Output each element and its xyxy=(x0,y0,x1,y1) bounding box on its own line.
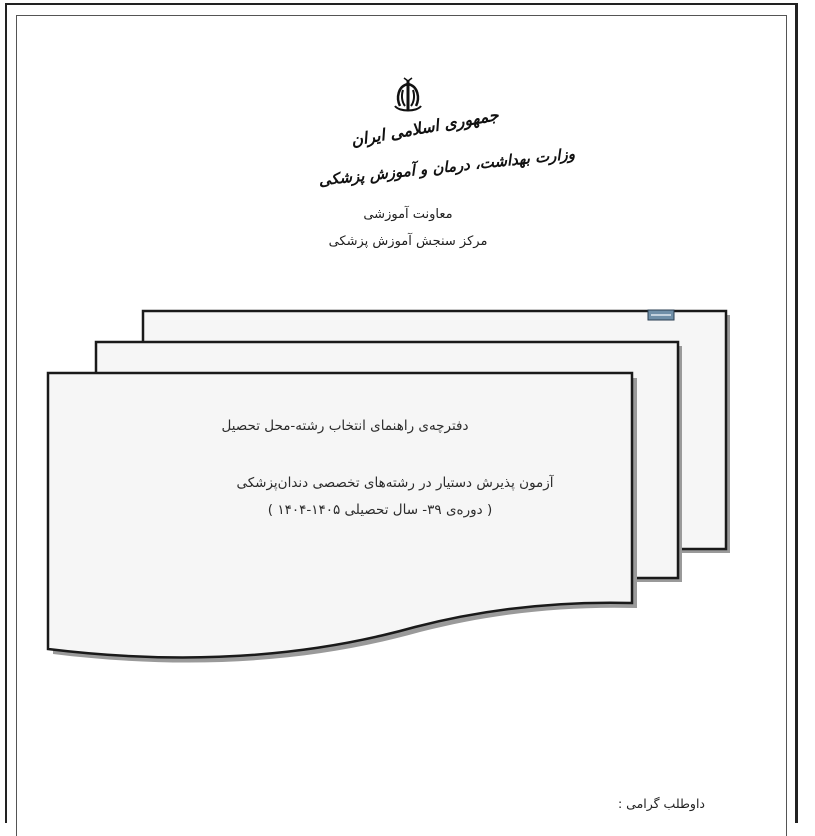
emblem-calligraphy-line2: وزارت بهداشت، درمان و آموزش پزشکی xyxy=(317,144,576,190)
booklet-title: دفترچه‌ی راهنمای انتخاب رشته-محل تحصیل xyxy=(221,418,469,434)
exam-title: آزمون پذیرش دستیار در رشته‌های تخصصی دندان‌پزشکی xyxy=(236,475,554,491)
academic-period: ( دوره‌ی ۳۹- سال تحصیلی ۱۴۰۵-۱۴۰۴ ) xyxy=(267,502,493,518)
emblem-calligraphy-line1: جمهوری اسلامی ایران xyxy=(349,105,500,150)
deputy-title: معاونت آموزشی xyxy=(363,207,453,222)
center-title: مرکز سنجش آموزش پزشکی xyxy=(328,234,488,249)
greeting-text: داوطلب گرامی : xyxy=(617,796,705,811)
